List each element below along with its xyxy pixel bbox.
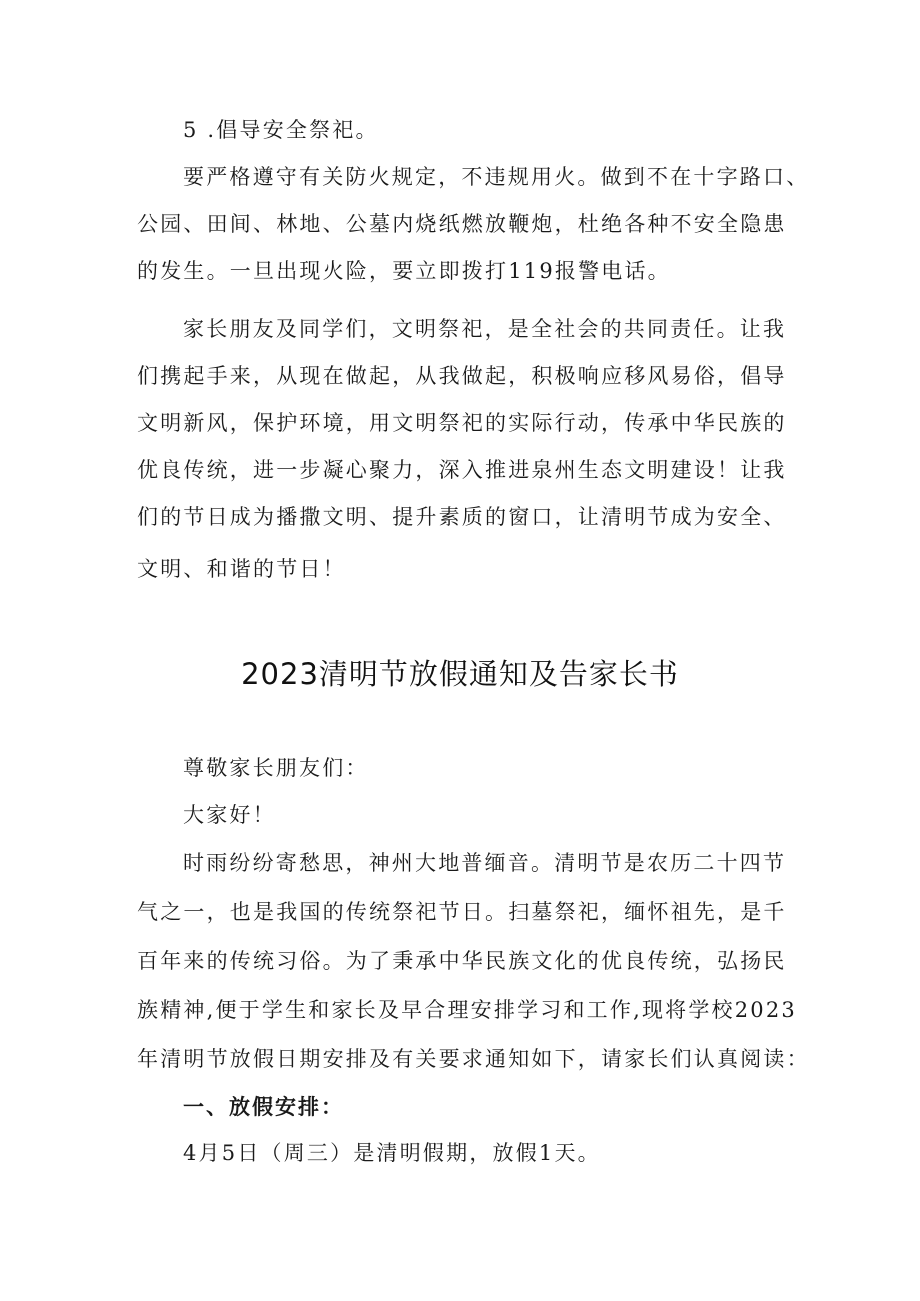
paragraph-line: 年清明节放假日期安排及有关要求通知如下，请家长们认真阅读： [137,1047,810,1071]
paragraph-line: 时雨纷纷寄愁思，神州大地普缅音。清明节是农历二十四节 [183,851,787,875]
salutation: 尊敬家长朋友们： [183,756,369,780]
paragraph-line: 们携起手来，从现在做起，从我做起，积极响应移风易俗，倡导 [137,364,787,388]
paragraph-line: 气之一，也是我国的传统祭祀节日。扫墓祭祀，缅怀祖先，是千 [137,900,787,924]
paragraph-line: 百年来的传统习俗。为了秉承中华民族文化的优良传统，弘扬民 [137,949,787,973]
paragraph-line: 公园、田间、林地、公墓内烧纸燃放鞭炮，杜绝各种不安全隐患 [137,212,787,236]
greeting: 大家好！ [183,803,276,827]
document-title: 2023清明节放假通知及告家长书 [241,657,679,691]
paragraph-line: 要严格遵守有关防火规定，不违规用火。做到不在十字路口、 [183,165,810,189]
paragraph-line: 文明新风，保护环境，用文明祭祀的实际行动，传承中华民族的 [137,411,787,435]
paragraph-line: 族精神,便于学生和家长及早合理安排学习和工作,现将学校2023 [137,998,797,1022]
paragraph-line: 文明、和谐的节日！ [137,557,346,581]
paragraph-line: 优良传统，进一步凝心聚力，深入推进泉州生态文明建设！让我 [137,458,787,482]
paragraph-line: 们的节日成为播撒文明、提升素质的窗口，让清明节成为安全、 [137,505,787,529]
section1-heading: 一、放假安排： [183,1095,344,1119]
section1-text: 4月5日（周三）是清明假期，放假1天。 [183,1141,601,1165]
paragraph-line: 的发生。一旦出现火险，要立即拨打119报警电话。 [137,259,671,283]
paragraph-line: 家长朋友及同学们，文明祭祀，是全社会的共同责任。让我 [183,317,787,341]
section5-heading: 5 .倡导安全祭祀。 [183,118,379,142]
